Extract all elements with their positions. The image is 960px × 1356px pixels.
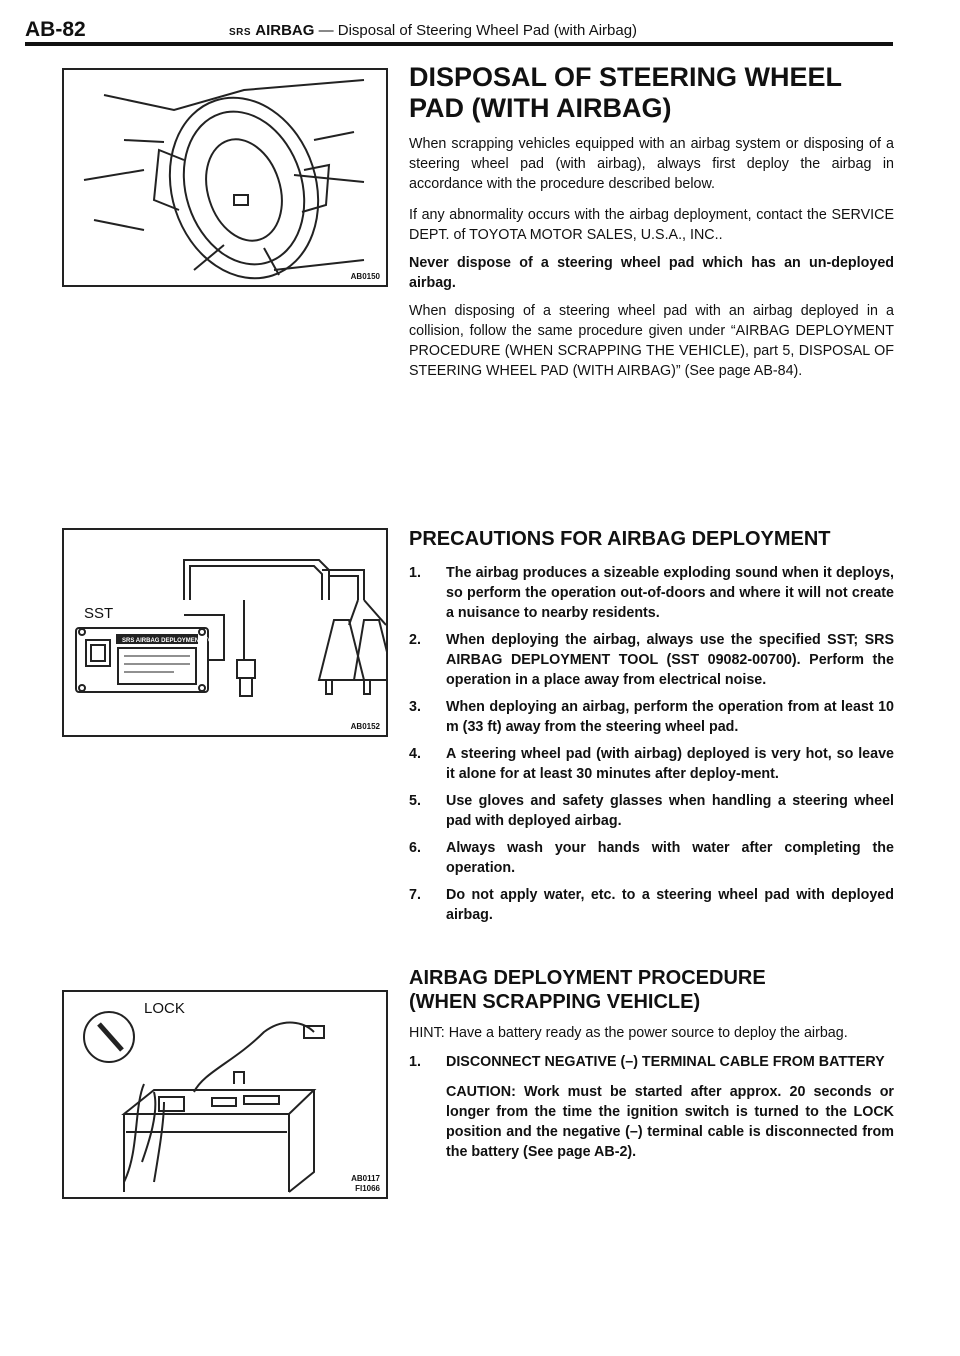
section1-title-line2: PAD (WITH AIRBAG) bbox=[409, 93, 672, 123]
section3-title-line1: AIRBAG DEPLOYMENT PROCEDURE bbox=[409, 967, 766, 989]
figure-code: AB0150 bbox=[350, 272, 380, 281]
figure-code bbox=[351, 1174, 380, 1194]
section-precautions bbox=[409, 527, 894, 932]
figure-code-line2: FI1066 bbox=[355, 1184, 380, 1193]
tool-plate-text: SRS AIRBAG DEPLOYMENT TOOL bbox=[122, 638, 222, 644]
page-number: AB-82 bbox=[25, 18, 86, 41]
section-label: AIRBAG bbox=[255, 22, 315, 39]
deployment-tool-illustration bbox=[64, 530, 386, 735]
section1-warning: Never dispose of a steering wheel pad which has an un-deployed airbag. bbox=[409, 255, 894, 291]
section1-title bbox=[409, 62, 894, 124]
section1-paragraph-3: When disposing of a steering wheel pad with an airbag deployed in a collision, follow the same procedure given under “AIRBAG DEPLOYMENT PROCEDURE (WHEN SCRAPPING THE VEHICLE), part 5, DISPOSAL OF STEERING WHEEL PAD (WITH AIRBAG)” (See page AB-84). bbox=[409, 303, 894, 379]
list-item: 4. A steering wheel pad (with airbag) deployed is very hot, so leave it alone for at least 30 minutes after deploy-ment. bbox=[409, 746, 894, 782]
figure-code: AB0152 bbox=[350, 722, 380, 731]
list-item: 3. When deploying an airbag, perform the operation from at least 10 m (33 ft) away from the steering wheel pad. bbox=[409, 699, 894, 735]
section2-title: PRECAUTIONS FOR AIRBAG DEPLOYMENT bbox=[409, 528, 831, 550]
section-deployment-procedure bbox=[409, 966, 894, 1162]
section1-title-line1: DISPOSAL OF STEERING WHEEL bbox=[409, 62, 843, 92]
list-item: 1. The airbag produces a sizeable exploding sound when it deploys, so perform the operation out-of-doors and where it will not create a nuisance to nearby residents. bbox=[409, 565, 894, 621]
figure-steering-wheel bbox=[62, 68, 388, 287]
section1-paragraph-1: When scrapping vehicles equipped with an airbag system or disposing of a steering wheel pad (with airbag), always first deploy the airbag in accordance with the procedure described below. bbox=[409, 136, 894, 192]
section3-title bbox=[409, 966, 894, 1014]
step-number: 1. bbox=[409, 1054, 421, 1070]
section1-paragraph-2: If any abnormality occurs with the airbag deployment, contact the SERVICE DEPT. of TOYOTA MOTOR SALES, U.S.A., INC.. bbox=[409, 207, 894, 243]
list-item: 2. When deploying the airbag, always use the specified SST; SRS AIRBAG DEPLOYMENT TOOL (SST 09082-00700). Perform the operation in a place away from electrical noise. bbox=[409, 632, 894, 688]
lock-label: LOCK bbox=[144, 1000, 185, 1017]
hint-paragraph: HINT: Have a battery ready as the power source to deploy the airbag. bbox=[409, 1025, 848, 1041]
caution-text: CAUTION: Work must be started after approx. 20 seconds or longer from the time the ignition switch is turned to the LOCK position and the negative (–) terminal cable is disconnected from the battery (See page AB-2). bbox=[446, 1084, 894, 1160]
step-1 bbox=[409, 1052, 894, 1162]
figure-battery bbox=[62, 990, 388, 1199]
section3-title-line2: (WHEN SCRAPPING VEHICLE) bbox=[409, 991, 701, 1013]
figure-code-line1: AB0117 bbox=[351, 1174, 380, 1183]
figure-deployment-tool bbox=[62, 528, 388, 737]
list-item: 6. Always wash your hands with water after completing the operation. bbox=[409, 840, 894, 876]
sst-label: SST bbox=[84, 605, 114, 622]
header-title: — Disposal of Steering Wheel Pad (with Airbag) bbox=[314, 22, 638, 39]
precautions-list bbox=[409, 563, 894, 925]
list-item: 7. Do not apply water, etc. to a steering wheel pad with deployed airbag. bbox=[409, 887, 894, 923]
header-rule bbox=[25, 42, 893, 46]
step-title: DISCONNECT NEGATIVE (–) TERMINAL CABLE FROM BATTERY bbox=[446, 1054, 885, 1070]
list-item: 5. Use gloves and safety glasses when handling a steering wheel pad with deployed airbag. bbox=[409, 793, 894, 829]
steering-wheel-illustration bbox=[64, 70, 386, 285]
battery-illustration bbox=[64, 992, 386, 1197]
system-label: SRS bbox=[229, 27, 252, 38]
running-title bbox=[229, 22, 637, 39]
section-disposal bbox=[409, 62, 894, 381]
